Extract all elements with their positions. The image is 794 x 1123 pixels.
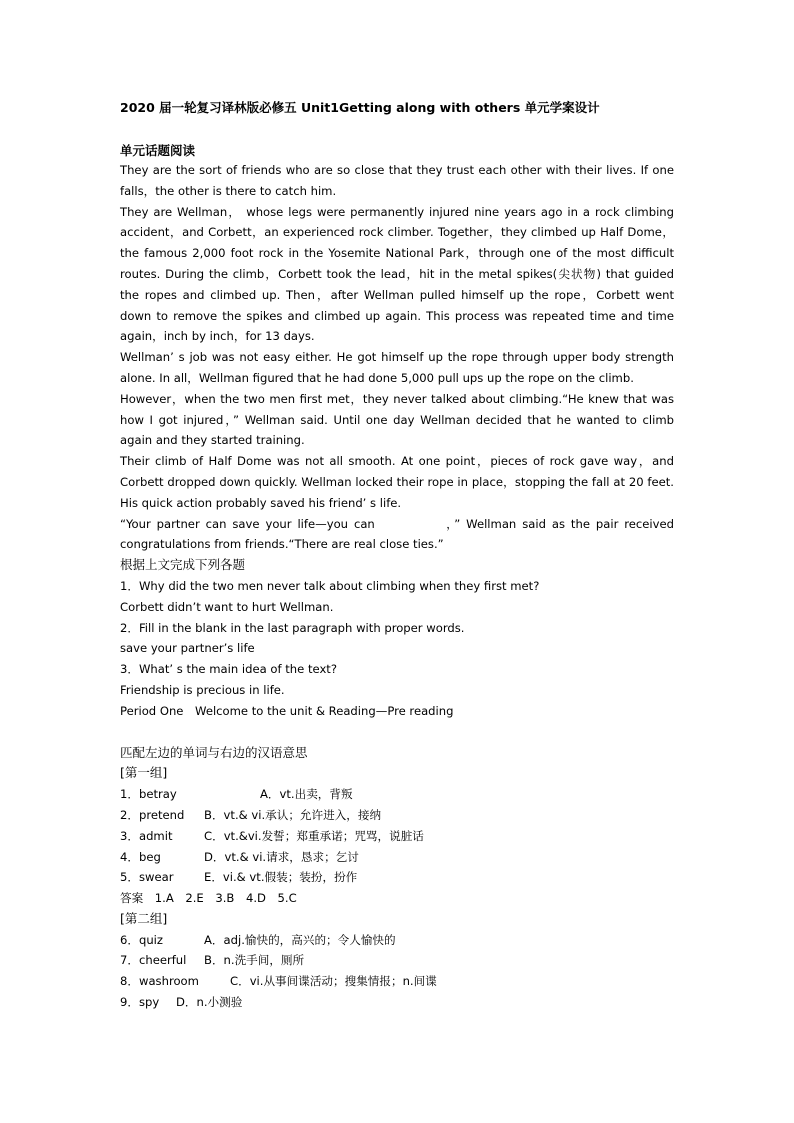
match-word: 3．admit (120, 828, 173, 843)
period-heading: Period One Welcome to the unit & Reading—Pre reading (120, 703, 454, 718)
match-meaning: B．n.洗手间，厕所 (204, 953, 305, 968)
match-word: 1．betray (120, 787, 177, 802)
match-meaning: A．adj.愉快的，高兴的；令人愉快的 (204, 932, 396, 947)
qa-intro: 根据上文完成下列各题 (120, 557, 246, 573)
paragraph: Their climb of Half Dome was not all smooth. At one point，pieces of rock gave way，and Corbett dropped down quickly. Wellman locked their rope in place，stopping the fall at 20 feet. His quick action probably saved his friend’ s life. (120, 454, 674, 510)
match-row (120, 867, 674, 888)
answer: Corbett didn’t want to hurt Wellman. (120, 599, 334, 614)
match-row (120, 805, 674, 826)
match-meaning: C．vt.&vi.发誓；郑重承诺；咒骂，说脏话 (204, 828, 424, 843)
match-word: 4．beg (120, 849, 161, 864)
match-row (120, 950, 674, 971)
match-word: 8．washroom (120, 974, 199, 989)
group-label: [第一组] (120, 765, 168, 781)
paragraph: Wellman’ s job was not easy either. He got himself up the rope through upper body strength alone. In all，Wellman figured that he had done 5,000 pull ups up the rope on the climb. (120, 350, 674, 385)
match-row (120, 826, 674, 847)
match-word: 5．swear (120, 870, 174, 885)
document-body (120, 160, 674, 1013)
question: 2．Fill in the blank in the last paragraph with proper words. (120, 620, 465, 635)
match-meaning: B．vt.& vi.承认；允许进入，接纳 (204, 807, 382, 822)
match-row (120, 971, 674, 992)
paragraph: They are Wellman， whose legs were permanently injured nine years ago in a rock climbing accident，and Corbett，an experienced rock climber. Together，they climbed up Half Dome，the famous 2,000 foot rock in the Yosemite National Park，through one of the most difficult routes. During the climb，Corbett took the lead，hit in the metal spikes(尖状物) that guided the ropes and climbed up. Then，after Wellman pulled himself up the rope，Corbett went down to remove the spikes and climbed up again. This process was repeated time and time again，inch by inch，for 13 days. (120, 204, 674, 344)
match-meaning: D．n.小测验 (176, 995, 243, 1010)
match-row (120, 992, 674, 1013)
paragraph: “Your partner can save your life—you can ，” Wellman said as the pair received congratulations from friends.“There are real close ties.” (120, 516, 674, 552)
match-word: 9．spy (120, 995, 160, 1010)
match-row (120, 847, 674, 868)
answer: save your partner’s life (120, 641, 255, 656)
group-label: [第二组] (120, 910, 168, 926)
paragraph: However，when the two men first met，they never talked about climbing.“He knew that was how I got injured，” Wellman said. Until one day Wellman decided that he wanted to climb again and they started training. (120, 391, 674, 448)
question: 1．Why did the two men never talk about climbing when they first met? (120, 578, 540, 593)
question: 3．What’ s the main idea of the text? (120, 662, 338, 677)
document-title: 2020 届一轮复习译林版必修五 Unit1Getting along with others 单元学案设计 (120, 100, 600, 115)
match-word: 2．pretend (120, 807, 185, 822)
match-meaning: A．vt.出卖，背叛 (260, 787, 353, 802)
match-word: 6．quiz (120, 932, 163, 947)
section-title: 单元话题阅读 (120, 143, 196, 158)
paragraph: They are the sort of friends who are so close that they trust each other with their lives. If one falls，the other is there to catch him. (120, 163, 674, 198)
match-word: 7．cheerful (120, 953, 187, 968)
match-meaning: C．vi.从事间谍活动；搜集情报；n.间谍 (230, 974, 437, 989)
match-row (120, 784, 674, 805)
answer: Friendship is precious in life. (120, 682, 285, 697)
match-row (120, 930, 674, 951)
match-meaning: E．vi.& vt.假装；装扮，扮作 (204, 870, 358, 885)
answer-key: 答案 1.A 2.E 3.B 4.D 5.C (120, 891, 297, 906)
match-meaning: D．vt.& vi.请求，恳求；乞讨 (204, 849, 359, 864)
match-intro: 匹配左边的单词与右边的汉语意思 (120, 744, 308, 760)
